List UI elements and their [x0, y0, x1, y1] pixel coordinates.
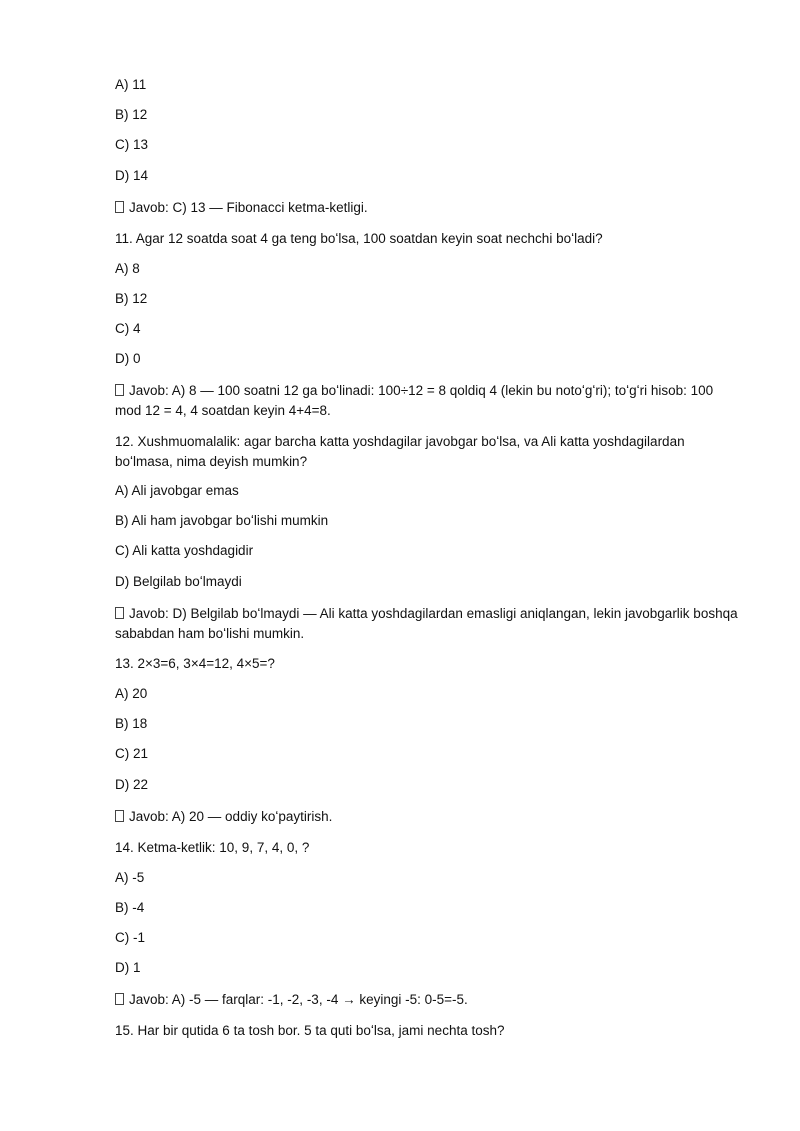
missing-glyph-icon — [115, 993, 124, 1005]
question-14: 14. Ketma-ketlik: 10, 9, 7, 4, 0, ? — [115, 840, 310, 855]
answer-line — [115, 807, 735, 827]
answer-text: Javob: A) 8 — 100 soatni 12 ga boʻlinadi: 100÷12 = 8 qoldiq 4 (lekin bu notoʻgʻri); toʻgʻri hisob: 100 mod 12 = 4, 4 soatdan keyin 4+4=8. — [115, 383, 714, 418]
question-12: 12. Xushmuomalalik: agar barcha katta yoshdagilar javobgar boʻlsa, va Ali katta yoshdagilardan boʻlmasa, nima deyish mumkin? — [115, 434, 685, 469]
question-15: 15. Har bir qutida 6 ta tosh bor. 5 ta quti boʻlsa, jami nechta tosh? — [115, 1023, 505, 1038]
option-c: C) -1 — [115, 930, 145, 945]
option-a: A) 8 — [115, 261, 140, 276]
option-b: B) 18 — [115, 716, 148, 731]
option-a: A) 11 — [115, 77, 147, 92]
answer-text: Javob: D) Belgilab boʻlmaydi — Ali katta yoshdagilardan emasligi aniqlangan, lekin javobgarlik boshqa sababdan ham boʻlishi mumkin. — [115, 606, 738, 641]
option-d: D) Belgilab boʻlmaydi — [115, 574, 242, 589]
option-c: C) 21 — [115, 746, 149, 761]
answer-text: Javob: A) 20 — oddiy koʻpaytirish. — [129, 809, 333, 824]
answer-line — [115, 990, 735, 1010]
option-a: A) 20 — [115, 686, 148, 701]
option-b: B) 12 — [115, 107, 148, 122]
option-d: D) 22 — [115, 777, 149, 792]
option-a: A) Ali javobgar emas — [115, 483, 239, 498]
missing-glyph-icon — [115, 607, 124, 619]
option-b: B) Ali ham javobgar boʻlishi mumkin — [115, 513, 329, 528]
option-c: C) 13 — [115, 137, 149, 152]
option-d: D) 1 — [115, 960, 141, 975]
missing-glyph-icon — [115, 810, 124, 822]
answer-line — [115, 198, 735, 218]
missing-glyph-icon — [115, 384, 124, 396]
question-13: 13. 2×3=6, 3×4=12, 4×5=? — [115, 656, 275, 671]
option-c: C) 4 — [115, 321, 141, 336]
answer-text: Javob: A) -5 — farqlar: -1, -2, -3, -4 → keyingi -5: 0-5=-5. — [129, 992, 468, 1007]
answer-line — [115, 381, 717, 421]
question-11: 11. Agar 12 soatda soat 4 ga teng boʻlsa, 100 soatdan keyin soat nechchi boʻladi? — [115, 231, 603, 246]
option-d: D) 14 — [115, 168, 149, 183]
option-d: D) 0 — [115, 351, 141, 366]
missing-glyph-icon — [115, 201, 124, 213]
answer-line — [115, 604, 740, 644]
option-a: A) -5 — [115, 870, 145, 885]
option-c: C) Ali katta yoshdagidir — [115, 543, 254, 558]
answer-text: Javob: C) 13 — Fibonacci ketma-ketligi. — [129, 200, 368, 215]
option-b: B) 12 — [115, 291, 148, 306]
option-b: B) -4 — [115, 900, 145, 915]
